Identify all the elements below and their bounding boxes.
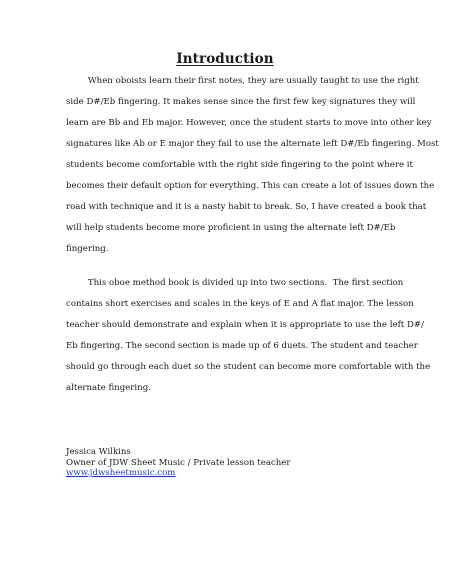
- paragraph-line: contains short exercises and scales in the keys of E and A flat major. The lesson: [66, 299, 414, 309]
- paragraph-line: road with technique and it is a nasty habit to break. So, I have created a book that: [66, 202, 427, 212]
- paragraph-line: learn are Bb and Eb major. However, once the student starts to move into other key: [66, 118, 432, 128]
- website-line: [66, 468, 290, 479]
- paragraph-line: should go through each duet so the student can become more comfortable with the: [66, 362, 431, 372]
- intro-paragraph-2: [66, 273, 431, 399]
- paragraph-line: will help students become more proficient in using the alternate left D#/Eb: [66, 223, 396, 233]
- signature-block: [66, 447, 290, 479]
- paragraph-line: signatures like Ab or E major they fail to use the alternate left D#/Eb fingering. Most: [66, 139, 439, 149]
- paragraph-line: This oboe method book is divided up into two sections. The first section: [66, 278, 404, 288]
- paragraph-line: Eb fingering. The second section is made up of 6 duets. The student and teacher: [66, 341, 418, 351]
- author-name: Jessica Wilkins: [66, 447, 131, 457]
- paragraph-line: alternate fingering.: [66, 383, 151, 393]
- intro-paragraph-1: [66, 71, 439, 260]
- paragraph-line: teacher should demonstrate and explain when it is appropriate to use the left D#/: [66, 320, 424, 330]
- author-role: Owner of JDW Sheet Music / Private lesson teacher: [66, 457, 291, 468]
- paragraph-line: becomes their default option for everything. This can create a lot of issues down the: [66, 181, 435, 191]
- paragraph-line: fingering.: [66, 244, 109, 254]
- page-title: Introduction: [176, 51, 274, 67]
- paragraph-line: When oboists learn their first notes, they are usually taught to use the right: [66, 76, 419, 86]
- paragraph-line: students become comfortable with the right side fingering to the point where it: [66, 160, 413, 170]
- website-link[interactable]: www.jdwsheetmusic.com: [66, 468, 176, 479]
- paragraph-line: side D#/Eb fingering. It makes sense since the first few key signatures they will: [66, 97, 416, 107]
